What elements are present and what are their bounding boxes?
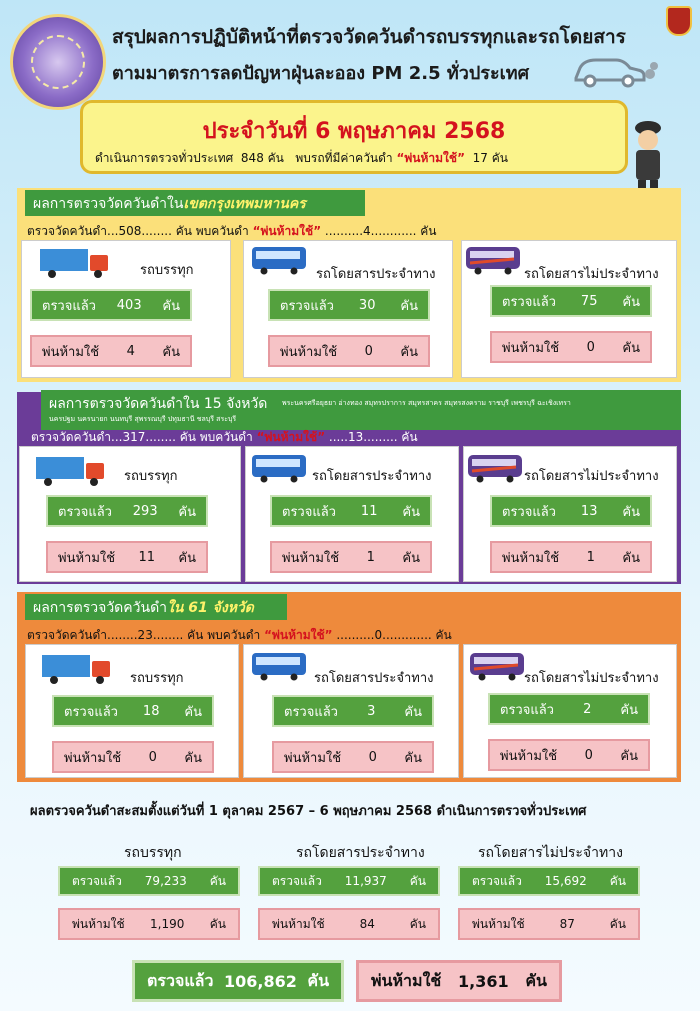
province-list-line1: พระนครศรีอยุธยา อ่างทอง สมุทรปราการ สมุทรสาคร สมุทรสงคราม ราชบุรี เพชรบุรี ฉะเชิงเทรา <box>282 399 571 407</box>
section-count-line: ตรวจวัดควันดำ...508........ คัน พบควันดำ “พ่นห้ามใช้” ..........4............ คัน <box>27 224 437 238</box>
nonfixed-bus-banned: พ่นห้ามใช้ 1 คัน <box>490 541 652 573</box>
nonfixed-bus-card: รถโดยสารไม่ประจำทาง ตรวจแล้ว 75 คัน พ่นห้ามใช้ 0 คัน <box>461 240 677 378</box>
page-subtitle: ตามมาตรการลดปัญหาฝุ่นละออง PM 2.5 ทั่วประเทศ <box>112 63 530 84</box>
daily-summary: ดำเนินการตรวจทั่วประเทศ 848 คัน พบรถที่มีค่าควันดำ “พ่นห้ามใช้” 17 คัน <box>95 151 508 165</box>
cumulative-title: ผลตรวจควันดำสะสมตั้งแต่วันที่ 1 ตุลาคม 2567 – 6 พฤษภาคม 2568 ดำเนินการตรวจทั่วประเทศ <box>30 804 587 819</box>
truck-banned: พ่นห้ามใช้ 4 คัน <box>30 335 192 367</box>
fixed-bus-banned: พ่นห้ามใช้ 1 คัน <box>270 541 432 573</box>
fixed-bus-banned: พ่นห้ามใช้ 0 คัน <box>268 335 430 367</box>
nonfixed-bus-card: รถโดยสารไม่ประจำทาง ตรวจแล้ว 13 คัน พ่นห้ามใช้ 1 คัน <box>463 446 677 582</box>
tour-bus-icon <box>466 453 524 483</box>
date-summary-box <box>80 100 628 174</box>
daily-inspected-count: 848 <box>240 151 264 165</box>
fixed-bus-card: รถโดยสารประจำทาง ตรวจแล้ว 3 คัน พ่นห้ามใช้ 0 คัน <box>243 644 459 778</box>
truck-checked: ตรวจแล้ว 18 คัน <box>52 695 214 727</box>
badge-icon <box>666 6 692 36</box>
fixed-bus-card: รถโดยสารประจำทาง ตรวจแล้ว 30 คัน พ่นห้ามใช้ 0 คัน <box>243 240 453 378</box>
city-bus-icon <box>250 453 308 483</box>
nonfixed-bus-banned: พ่นห้ามใช้ 0 คัน <box>490 331 652 363</box>
cumulative-truck-checked: ตรวจแล้ว 79,233 คัน <box>58 866 240 896</box>
cumulative-fixed-bus-checked: ตรวจแล้ว 11,937 คัน <box>258 866 440 896</box>
total-banned: พ่นห้ามใช้ 1,361 คัน <box>356 960 562 1002</box>
tour-bus-icon <box>468 651 526 681</box>
cumulative-nonfixed-bus-banned: พ่นห้ามใช้ 87 คัน <box>458 908 640 940</box>
truck-icon <box>34 453 106 487</box>
nonfixed-bus-checked: ตรวจแล้ว 75 คัน <box>490 285 652 317</box>
sixty-one-provinces-section <box>17 592 681 782</box>
truck-checked: ตรวจแล้ว 403 คัน <box>30 289 192 321</box>
city-bus-icon <box>250 245 308 275</box>
truck-banned: พ่นห้ามใช้ 11 คัน <box>46 541 208 573</box>
truck-banned: พ่นห้ามใช้ 0 คัน <box>52 741 214 773</box>
truck-icon <box>40 651 112 685</box>
section-count-line: ตรวจวัดควันดำ...317........ คัน พบควันดำ “พ่นห้ามใช้” .....13......... คัน <box>31 430 418 444</box>
province-list-line2: นครปฐม นครนายก นนทบุรี สุพรรณบุรี ปทุมธานี ชลบุรี สระบุรี <box>49 415 237 423</box>
daily-banned-count: 17 <box>472 151 488 165</box>
section-heading: ผลการตรวจวัดควันดำใน 61 จังหวัด <box>25 594 287 620</box>
department-seal-icon <box>10 14 106 110</box>
section-heading: ผลการตรวจวัดควันดำใน 15 จังหวัด <box>41 390 681 430</box>
fixed-bus-banned: พ่นห้ามใช้ 0 คัน <box>272 741 434 773</box>
nonfixed-bus-card: รถโดยสารไม่ประจำทาง ตรวจแล้ว 2 คัน พ่นห้ามใช้ 0 คัน <box>463 644 677 778</box>
smoking-car-icon <box>572 50 658 90</box>
truck-checked: ตรวจแล้ว 293 คัน <box>46 495 208 527</box>
report-date: ประจำวันที่ 6 พฤษภาคม 2568 <box>202 119 506 144</box>
page-title: สรุปผลการปฏิบัติหน้าที่ตรวจวัดควันดำรถบรรทุกและรถโดยสาร <box>112 26 626 48</box>
cumulative-truck-banned: พ่นห้ามใช้ 1,190 คัน <box>58 908 240 940</box>
nonfixed-bus-checked: ตรวจแล้ว 2 คัน <box>488 693 650 725</box>
total-checked: ตรวจแล้ว 106,862 คัน <box>132 960 344 1002</box>
truck-card: รถบรรทุก ตรวจแล้ว 403 คัน พ่นห้ามใช้ 4 คัน <box>21 240 231 378</box>
section-count-line: ตรวจวัดควันดำ........23........ คัน พบควันดำ “พ่นห้ามใช้” ..........0............. คัน <box>27 628 452 642</box>
fixed-bus-checked: ตรวจแล้ว 3 คัน <box>272 695 434 727</box>
truck-icon <box>38 245 110 279</box>
cumulative-nonfixed-bus-label: รถโดยสารไม่ประจำทาง <box>478 845 623 861</box>
nonfixed-bus-checked: ตรวจแล้ว 13 คัน <box>490 495 652 527</box>
cumulative-nonfixed-bus-checked: ตรวจแล้ว 15,692 คัน <box>458 866 640 896</box>
fifteen-provinces-section <box>17 392 681 584</box>
bangkok-section <box>17 188 681 382</box>
cumulative-fixed-bus-label: รถโดยสารประจำทาง <box>296 845 425 861</box>
truck-card: รถบรรทุก ตรวจแล้ว 18 คัน พ่นห้ามใช้ 0 คัน <box>25 644 239 778</box>
cumulative-fixed-bus-banned: พ่นห้ามใช้ 84 คัน <box>258 908 440 940</box>
section-heading: ผลการตรวจวัดควันดำในเขตกรุงเทพมหานคร <box>25 190 365 216</box>
nonfixed-bus-banned: พ่นห้ามใช้ 0 คัน <box>488 739 650 771</box>
tour-bus-icon <box>464 245 522 275</box>
fixed-bus-checked: ตรวจแล้ว 30 คัน <box>268 289 430 321</box>
cumulative-truck-label: รถบรรทุก <box>124 845 182 861</box>
fixed-bus-card: รถโดยสารประจำทาง ตรวจแล้ว 11 คัน พ่นห้ามใช้ 1 คัน <box>245 446 459 582</box>
city-bus-icon <box>250 651 308 681</box>
truck-card: รถบรรทุก ตรวจแล้ว 293 คัน พ่นห้ามใช้ 11 คัน <box>19 446 241 582</box>
fixed-bus-checked: ตรวจแล้ว 11 คัน <box>270 495 432 527</box>
